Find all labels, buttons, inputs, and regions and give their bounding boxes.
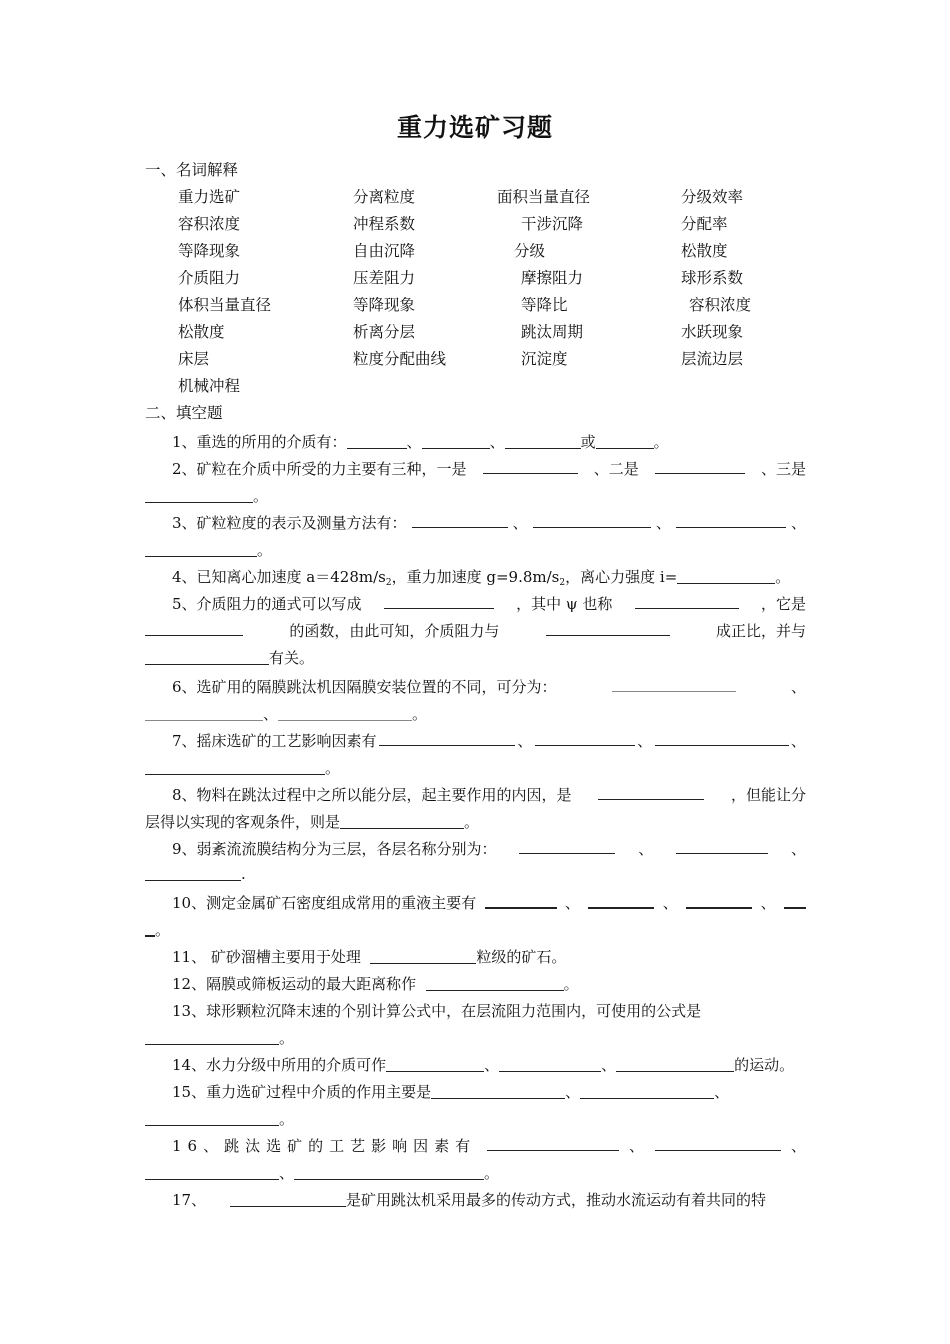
question-5-line2: 的函数，由此可知，介质阻力与 成正比，并与 [145,620,806,641]
term-item: 面积当量直径 [497,188,591,206]
question-9-line1: 9、弱紊流流膜结构分为三层，各层名称分别为： 、 、 [172,840,806,858]
section-heading-terms: 一、名词解释 [145,161,239,179]
term-item: 干涉沉降 [521,215,584,233]
question-13-line2: 。 [145,1027,294,1048]
term-item: 跳汰周期 [521,323,584,341]
question-8-line1: 8、物料在跳汰过程中之所以能分层，起主要作用的内因，是 ，但能让分 [172,786,806,804]
question-14: 14、水力分级中所用的介质可作 、 、 的运动。 [172,1056,795,1074]
term-item: 沉淀度 [521,350,568,368]
term-item: 分级效率 [681,188,744,206]
section-heading-fill: 二、填空题 [145,404,223,422]
question-3-line1: 3、矿粒粒度的表示及测量方法有： 、 、 、 [172,514,806,532]
term-item: 松散度 [681,242,728,260]
question-7-line2: 。 [145,757,340,778]
question-10-line2: 。 [145,919,170,940]
term-item: 摩擦阻力 [521,269,584,287]
term-item: 容积浓度 [178,215,241,233]
term-item: 松散度 [178,323,225,341]
term-item: 体积当量直径 [178,296,272,314]
term-item: 等降现象 [353,296,416,314]
question-4: 4、已知离心加速度 $a=428m/s_2$，重力加速度 $g=9.8m/s_2$，离心力强度 i= 。 [172,568,791,588]
question-8-line2: 层得以实现的客观条件，则是 。 [145,813,480,831]
question-2-line1: 2、矿粒在介质中所受的力主要有三种，一是 、二是 、三是 [172,460,806,478]
question-16-line1: 16、跳汰选矿的工艺影响因素有 、 、 [172,1137,806,1155]
term-item: 层流边层 [681,350,744,368]
question-6-line2: 、 。 [145,703,427,724]
question-3-line2: 。 [145,539,272,560]
question-6-line1: 6、选矿用的隔膜跳汰机因隔膜安装位置的不同，可分为： 、 [172,678,806,696]
term-item: 介质阻力 [178,269,241,287]
question-9-line2: . [145,865,246,883]
term-item: 等降现象 [178,242,241,260]
term-item: 分离粒度 [353,188,416,206]
question-16-line2: 、 。 [145,1162,499,1183]
question-15-line2: 。 [145,1108,294,1129]
term-item: 分级 [514,242,546,260]
term-item: 水跃现象 [681,323,744,341]
term-item: 粒度分配曲线 [353,350,447,368]
term-item: 析离分层 [353,323,416,341]
term-item: 等降比 [521,296,568,314]
term-item: 自由沉降 [353,242,416,260]
document-title: 重力选矿习题 [396,113,553,142]
question-10-line1: 10、测定金属矿石密度组成常用的重液主要有 、 、 、 [172,892,806,913]
term-item: 分配率 [681,215,728,233]
question-2-line2: 。 [145,485,268,506]
question-1: 1、重选的所用的介质有： 、 、 或 。 [172,433,669,451]
term-item: 机械冲程 [178,377,241,395]
question-5-line1: 5、介质阻力的通式可以写成 ，其中 ψ 也称 ，它是 [172,595,806,613]
term-item: 床层 [178,350,210,368]
term-item: 球形系数 [681,269,744,287]
question-5-line3: 有关。 [145,647,314,668]
question-12: 12、隔膜或筛板运动的最大距离称作 。 [172,975,579,993]
term-item: 冲程系数 [353,215,416,233]
question-13-line1: 13、球形颗粒沉降末速的个别计算公式中，在层流阻力范围内，可使用的公式是 [172,1002,702,1020]
question-7-line1: 7、摇床选矿的工艺影响因素有 、 、 、 [172,732,806,750]
term-item: 容积浓度 [689,296,752,314]
question-17: 17、 是矿用跳汰机采用最多的传动方式，推动水流运动有着共同的特 [172,1191,766,1209]
term-item: 重力选矿 [178,188,241,206]
term-item: 压差阻力 [353,269,416,287]
question-11: 11、 矿砂溜槽主要用于处理 粒级的矿石。 [172,948,567,966]
question-15-line1: 15、重力选矿过程中介质的作用主要是 、 、 [172,1083,730,1101]
